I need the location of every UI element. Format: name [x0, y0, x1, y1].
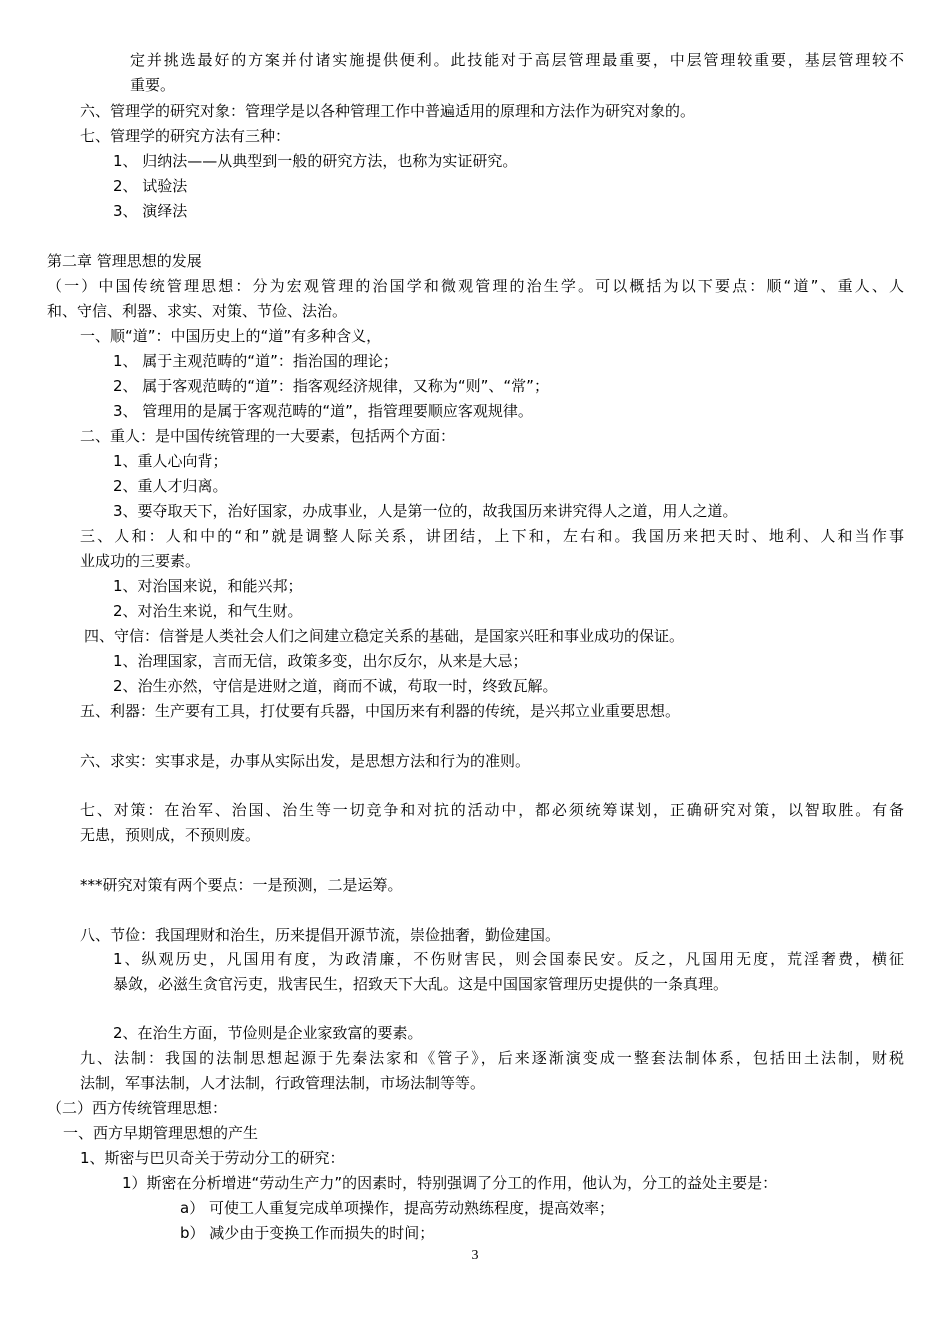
text-line: 1、重人心向背；: [113, 452, 228, 470]
text-line: 1、治理国家，言而无信，政策多变，出尔反尔，从来是大忌；: [113, 652, 528, 670]
text-line: 二、重人：是中国传统管理的一大要素，包括两个方面：: [80, 427, 456, 445]
text-line: 四、守信：信誉是人类社会人们之间建立稳定关系的基础，是国家兴旺和事业成功的保证。: [84, 627, 685, 645]
text-line: 暴敛，必滋生贪官污吏，戕害民生，招致天下大乱。这是中国国家管理历史提供的一条真理。: [113, 975, 729, 993]
text-line: a） 可使工人重复完成单项操作，提高劳动熟练程度，提高效率；: [180, 1199, 614, 1217]
text-line: 1）斯密在分析增进“劳动生产力”的因素时，特别强调了分工的作用，他认为，分工的益处主要是：: [122, 1174, 778, 1192]
text-line: b） 减少由于变换工作而损失的时间；: [180, 1224, 435, 1242]
text-line: 八、节俭：我国理财和治生，历来提倡开源节流，崇俭拙奢，勤俭建国。: [80, 926, 561, 944]
text-line: 2、对治生来说，和气生财。: [113, 602, 303, 620]
text-line: 第二章 管理思想的发展: [47, 252, 202, 270]
text-line: 3、要夺取天下，治好国家，办成事业，人是第一位的，故我国历来讲究得人之道，用人之道。: [113, 502, 738, 520]
text-line: 重要。: [130, 76, 176, 94]
text-line: 2、 试验法: [113, 177, 188, 195]
text-line: （一）中国传统管理思想：分为宏观管理的治国学和微观管理的治生学。可以概括为以下要点：顺“道”、重人、人: [47, 277, 904, 295]
text-line: 五、利器：生产要有工具，打仗要有兵器，中国历来有利器的传统，是兴邦立业重要思想。: [80, 702, 681, 720]
text-line: 1、纵观历史，凡国用有度，为政清廉，不伤财害民，则会国泰民安。反之，凡国用无度，荒淫奢费，横征: [113, 950, 904, 968]
text-line: 无患，预则成，不预则废。: [80, 826, 261, 844]
text-line: （二）西方传统管理思想：: [47, 1099, 228, 1117]
text-line: 1、 属于主观范畴的“道”：指治国的理论；: [113, 352, 398, 370]
text-line: 业成功的三要素。: [80, 552, 201, 570]
text-line: 2、 属于客观范畴的“道”：指客观经济规律，又称为“则”、“常”；: [113, 377, 549, 395]
text-line: 七、管理学的研究方法有三种：: [80, 127, 291, 145]
text-line: 一、西方早期管理思想的产生: [63, 1124, 259, 1142]
text-line: 法制，军事法制，人才法制，行政管理法制，市场法制等等。: [80, 1074, 486, 1092]
page-number: 3: [471, 1248, 479, 1263]
text-line: 九、法制：我国的法制思想起源于先秦法家和《管子》，后来逐渐演变成一整套法制体系，包括田土法制，财税: [80, 1049, 904, 1067]
text-line: 六、管理学的研究对象：管理学是以各种管理工作中普遍适用的原理和方法作为研究对象的。: [80, 102, 696, 120]
text-line: 2、治生亦然，守信是进财之道，商而不诚，苟取一时，终致瓦解。: [113, 677, 558, 695]
text-line: 和、守信、利器、求实、对策、节俭、法治。: [47, 302, 348, 320]
text-line: 3、 演绎法: [113, 202, 188, 220]
text-line: 六、求实：实事求是，办事从实际出发，是思想方法和行为的准则。: [80, 752, 531, 770]
text-line: 2、重人才归离。: [113, 477, 228, 495]
text-line: ***研究对策有两个要点：一是预测，二是运筹。: [80, 876, 403, 894]
text-line: 2、在治生方面，节俭则是企业家致富的要素。: [113, 1024, 423, 1042]
text-line: 1、斯密与巴贝奇关于劳动分工的研究：: [80, 1149, 345, 1167]
text-line: 一、顺“道”：中国历史上的“道”有多种含义，: [80, 327, 382, 345]
text-line: 三、人和：人和中的“和”就是调整人际关系，讲团结，上下和，左右和。我国历来把天时、地利、人和当作事: [80, 527, 904, 545]
text-line: 3、 管理用的是属于客观范畴的“道”，指管理要顺应客观规律。: [113, 402, 533, 420]
text-line: 定并挑选最好的方案并付诸实施提供便利。此技能对于高层管理最重要，中层管理较重要，基层管理较不: [130, 51, 904, 69]
text-line: 1、 归纳法——从典型到一般的研究方法，也称为实证研究。: [113, 152, 518, 170]
text-line: 1、对治国来说，和能兴邦；: [113, 577, 303, 595]
text-line: 七、对策：在治军、治国、治生等一切竞争和对抗的活动中，都必须统筹谋划，正确研究对策，以智取胜。有备: [80, 801, 904, 819]
